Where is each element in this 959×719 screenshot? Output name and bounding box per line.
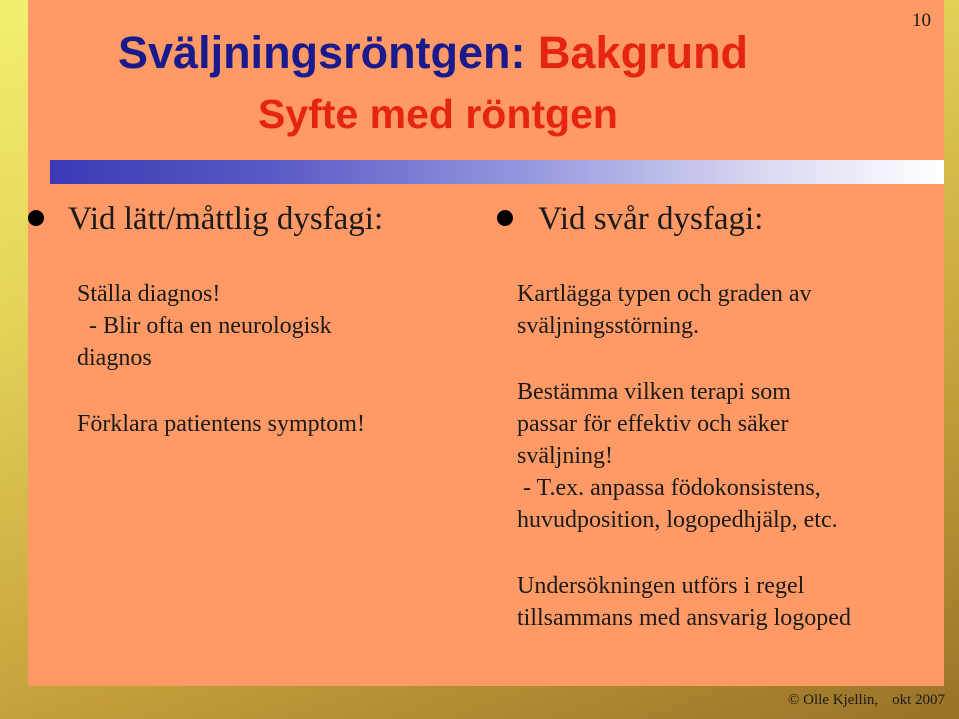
bullet-icon [497,210,513,226]
paragraph-gap [517,342,851,376]
right-line: Undersökningen utförs i regel [517,573,805,599]
right-line: Bestämma vilken terapi som [517,379,791,405]
footer-date: okt 2007 [892,692,946,708]
left-line: - Blir ofta en neurologisk [77,313,332,339]
title-part-blue: Sväljningsröntgen: [118,27,539,78]
right-line: Kartlägga typen och graden av [517,281,812,307]
paragraph-gap [517,536,851,570]
footer-copyright [788,692,945,709]
right-column-heading: Vid svår dysfagi: [538,201,764,237]
left-column-body [77,278,365,440]
right-line: huvudposition, logopedhjälp, etc. [517,507,838,533]
left-line: Ställa diagnos! [77,281,221,307]
bullet-icon [28,210,44,226]
slide-title [118,28,748,78]
left-column-heading: Vid lätt/måttlig dysfagi: [68,201,384,237]
right-line: sväljningsstörning. [517,313,700,339]
left-line: Förklara patientens symptom! [77,411,365,437]
right-column-body [517,278,851,634]
title-part-red: Bakgrund [538,27,749,78]
paragraph-gap [77,374,365,408]
right-line: - T.ex. anpassa födokonsistens, [517,475,821,501]
page-number: 10 [912,10,931,31]
right-line: tillsammans med ansvarig logoped [517,605,851,631]
right-line: passar för effektiv och säker [517,411,789,437]
right-line: sväljning! [517,443,613,469]
footer-author: © Olle Kjellin, [788,692,879,708]
left-line: diagnos [77,345,152,371]
slide-subtitle: Syfte med röntgen [258,91,618,137]
title-divider-stripe [50,160,944,184]
